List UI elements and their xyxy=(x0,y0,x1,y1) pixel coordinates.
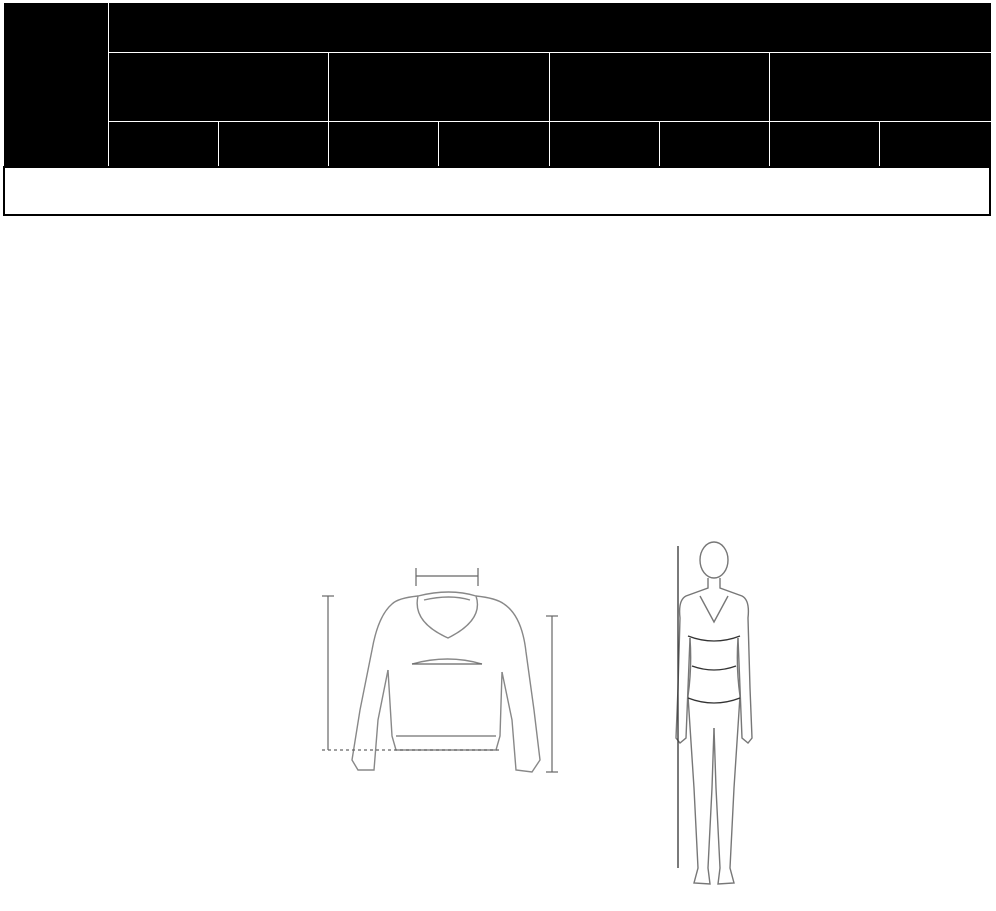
center-back-length-header xyxy=(770,53,991,122)
unit-header xyxy=(439,122,549,168)
unit-header xyxy=(770,122,880,168)
body-figure-diagram xyxy=(664,538,764,908)
unit-header xyxy=(549,122,659,168)
size-chart-table xyxy=(3,3,991,216)
unit-header xyxy=(329,122,439,168)
unit-header xyxy=(659,122,769,168)
measurement-note xyxy=(4,167,990,215)
unit-header xyxy=(880,122,990,168)
unit-header xyxy=(108,122,218,168)
sweater-diagram xyxy=(300,560,560,820)
back-bust-header xyxy=(549,53,770,122)
size-column-header xyxy=(4,4,108,168)
shoulder-header xyxy=(108,53,329,122)
measurement-header xyxy=(108,4,990,53)
unit-header xyxy=(218,122,328,168)
sleeve-header xyxy=(329,53,550,122)
